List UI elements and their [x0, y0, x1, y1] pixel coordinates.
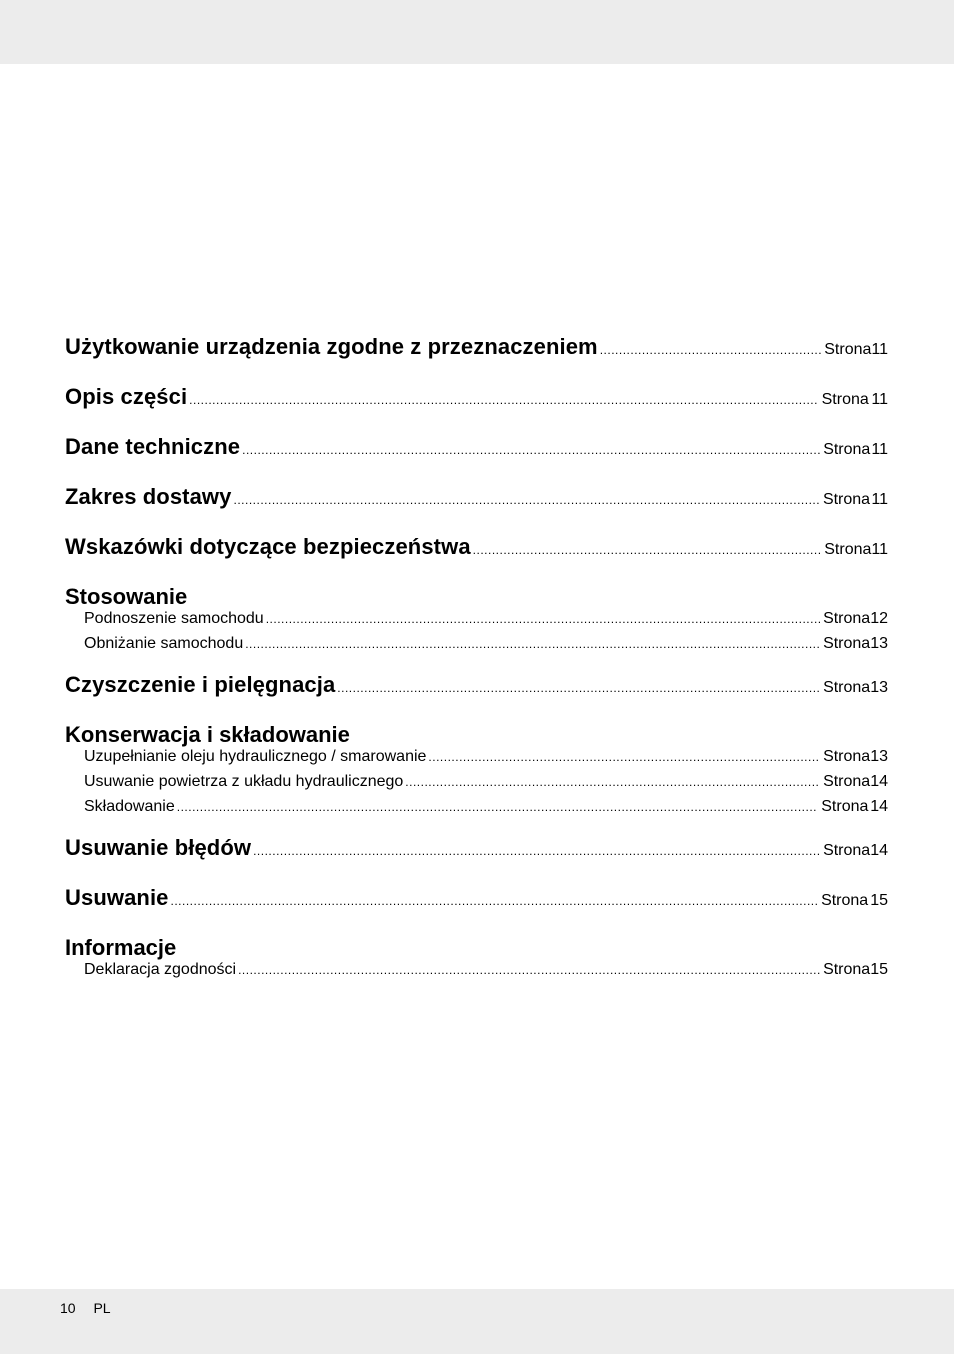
toc-leader-dots — [266, 612, 820, 626]
toc-page-number: 13 — [870, 635, 888, 652]
toc-page-number: 11 — [871, 491, 888, 508]
toc-subentry-title: Uzupełnianie oleju hydraulicznego / smarowanie — [84, 748, 427, 765]
toc-entry[interactable] — [65, 484, 888, 534]
toc-page-number: 11 — [871, 441, 888, 458]
toc-leader-dots — [253, 844, 820, 858]
toc-subentry[interactable] — [65, 798, 888, 823]
toc-entry[interactable] — [65, 384, 888, 434]
toc-subentry-title: Obniżanie samochodu — [84, 635, 244, 652]
toc-page-number: 11 — [871, 541, 888, 558]
toc-page-prefix: Strona — [822, 491, 871, 508]
footer-page-number: 10 — [60, 1300, 76, 1316]
toc-entry-title: Opis części — [65, 384, 188, 409]
toc-page-prefix: Strona — [823, 635, 871, 652]
toc-page-number: 11 — [871, 391, 888, 408]
toc-subentry-title: Podnoszenie samochodu — [84, 610, 264, 627]
toc-page-prefix: Strona — [821, 892, 869, 909]
toc-leader-dots — [405, 775, 820, 789]
toc-leader-dots — [473, 543, 822, 557]
toc-leader-dots — [245, 637, 820, 651]
toc-entry[interactable] — [65, 434, 888, 484]
toc-leader-dots — [428, 750, 820, 764]
toc-leader-dots — [600, 343, 822, 357]
toc-page-number: 15 — [870, 961, 888, 978]
toc-page-prefix: Strona — [821, 391, 869, 408]
toc-page-prefix: Strona — [821, 798, 869, 815]
toc-page-number: 14 — [870, 773, 888, 790]
toc-page-prefix: Strona — [823, 773, 871, 790]
toc-page-prefix: Strona — [823, 441, 871, 458]
toc-section-heading: Konserwacja i składowanie — [65, 722, 350, 747]
toc-leader-dots — [238, 963, 820, 977]
toc-subentry-title: Deklaracja zgodności — [84, 961, 237, 978]
toc-subentry[interactable] — [65, 635, 888, 660]
toc-page-number: 14 — [870, 842, 888, 859]
toc-section-heading: Stosowanie — [65, 584, 188, 609]
toc-page-number: 12 — [870, 610, 888, 627]
toc-page-prefix: Strona — [824, 541, 872, 558]
toc-page-number: 13 — [870, 679, 888, 696]
toc-entry[interactable] — [65, 885, 888, 935]
bottom-band — [0, 1289, 954, 1354]
toc-entry[interactable] — [65, 534, 888, 584]
toc-entry-title: Usuwanie błędów — [65, 835, 252, 860]
toc-section-heading: Informacje — [65, 935, 177, 960]
toc-page-number: 15 — [870, 892, 888, 909]
table-of-contents — [65, 334, 888, 986]
toc-leader-dots — [337, 681, 820, 695]
toc-page-number: 14 — [870, 798, 888, 815]
toc-entry-title: Użytkowanie urządzenia zgodne z przeznaczeniem — [65, 334, 598, 359]
toc-entry[interactable] — [65, 672, 888, 722]
toc-page-number: 13 — [870, 748, 888, 765]
toc-subentry[interactable] — [65, 610, 888, 635]
toc-entry[interactable] — [65, 334, 888, 384]
toc-page-prefix: Strona — [823, 748, 871, 765]
toc-leader-dots — [177, 800, 819, 814]
toc-entry-title: Czyszczenie i pielęgnacja — [65, 672, 336, 697]
toc-entry-title: Wskazówki dotyczące bezpieczeństwa — [65, 534, 471, 559]
toc-page-number: 11 — [871, 341, 888, 358]
toc-entry-title: Dane techniczne — [65, 434, 241, 459]
toc-subentry-title: Składowanie — [84, 798, 175, 815]
toc-entry-title: Zakres dostawy — [65, 484, 232, 509]
toc-page-prefix: Strona — [823, 610, 871, 627]
toc-page-prefix: Strona — [823, 679, 871, 696]
toc-subentry[interactable] — [65, 773, 888, 798]
toc-subentry[interactable] — [65, 748, 888, 773]
top-band — [0, 0, 954, 64]
toc-leader-dots — [242, 443, 820, 457]
toc-entry-title: Usuwanie — [65, 885, 169, 910]
toc-page-prefix: Strona — [824, 341, 872, 358]
toc-page-prefix: Strona — [823, 842, 871, 859]
toc-page-prefix: Strona — [823, 961, 871, 978]
toc-leader-dots — [233, 493, 819, 507]
toc-leader-dots — [189, 393, 818, 407]
page-footer — [60, 1300, 125, 1316]
toc-leader-dots — [171, 894, 819, 908]
footer-language: PL — [93, 1300, 111, 1316]
toc-subentry-title: Usuwanie powietrza z układu hydraulicznego — [84, 773, 404, 790]
toc-entry[interactable] — [65, 835, 888, 885]
toc-subentry[interactable] — [65, 961, 888, 986]
